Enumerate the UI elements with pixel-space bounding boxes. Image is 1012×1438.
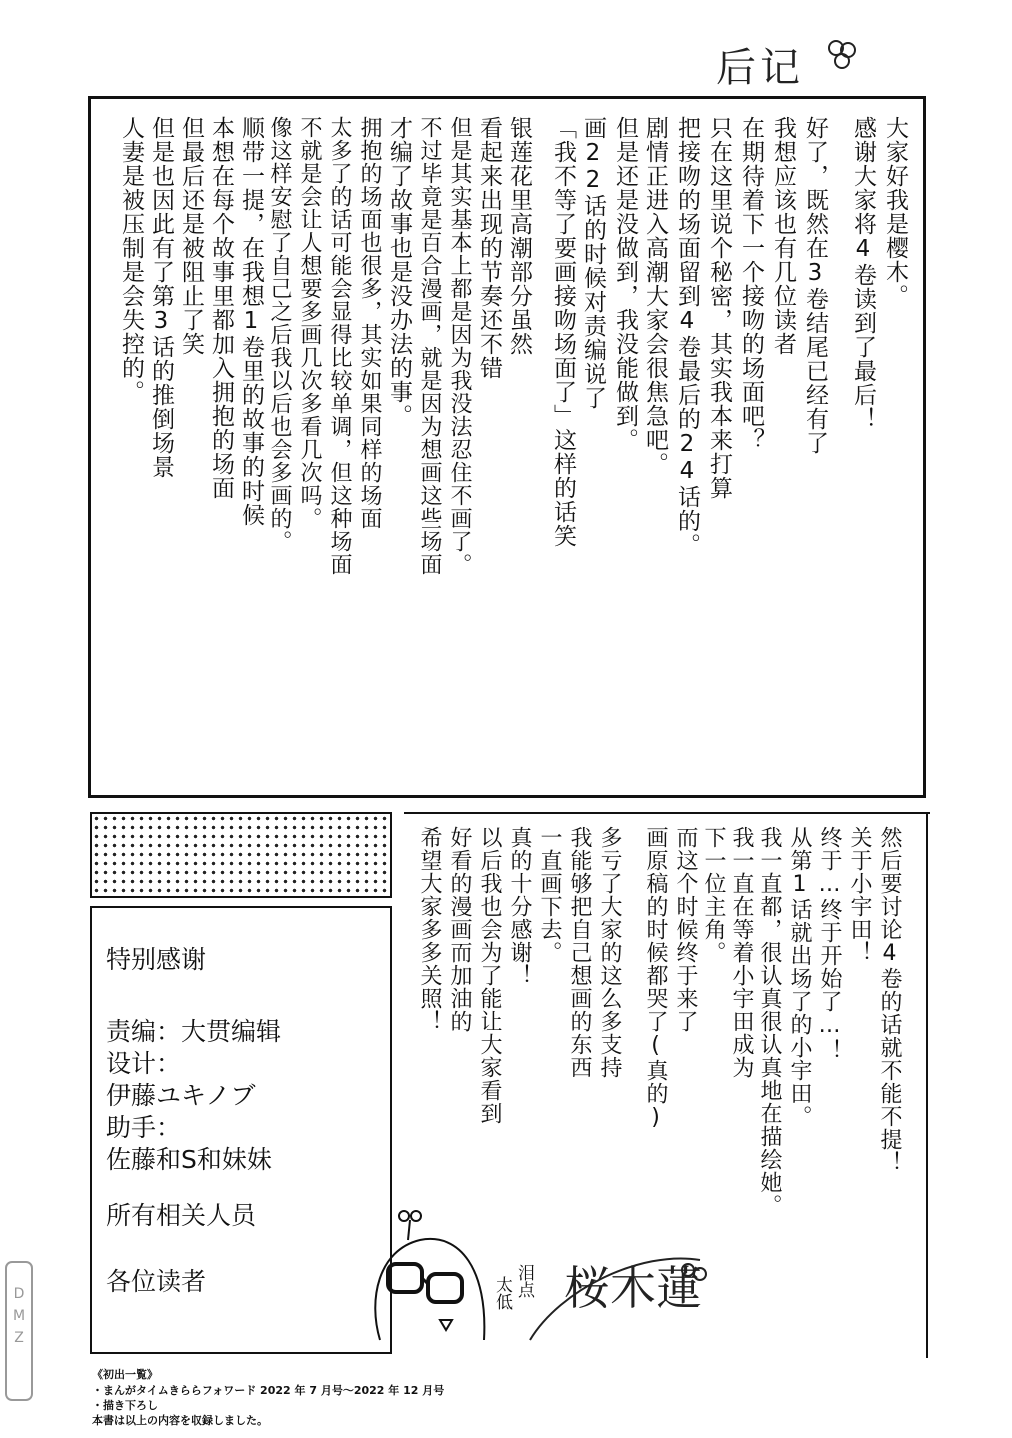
credits-heading: 特别感谢 — [106, 945, 207, 974]
credit-line: 责编：大贯编辑 — [106, 1017, 282, 1046]
credit-line: 伊藤ユキノブ — [106, 1081, 256, 1110]
text-column: 在期待着下一个接吻的场面吧？ — [738, 116, 764, 452]
publication-line: ・まんがタイムきららフォワード 2022 年 7 月号〜2022 年 12 月号 — [92, 1384, 445, 1397]
dotted-screentone-panel — [90, 812, 392, 898]
sketch-note: 太低 — [492, 1276, 512, 1310]
text-column: 然后要讨论4卷的话就不能不提！ — [877, 826, 902, 1174]
text-column: 希望大家多多关照！ — [417, 826, 442, 1033]
text-column: 但是还是没做到，我没能做到。 — [612, 116, 638, 452]
text-column: 才编了故事也是没办法的事。 — [386, 116, 412, 428]
signature-swirl-icon — [520, 1230, 720, 1350]
text-column: 把接吻的场面留到4卷最后的24话的。 — [674, 116, 700, 557]
svg-text:M: M — [12, 1308, 26, 1324]
flower-doodle-icon — [826, 38, 860, 72]
text-column: 人妻是被压制是会失控的。 — [118, 116, 144, 404]
text-column: 以后我也会为了能让大家看到 — [477, 826, 502, 1125]
credit-line: 佐藤和S和妹妹 — [106, 1145, 272, 1174]
sketch-note: 泪点 — [514, 1264, 534, 1298]
text-column: 画原稿的时候都哭了(真的) — [643, 826, 668, 1131]
lower-panel-right-border — [926, 812, 928, 1358]
text-column: 剧情正进入高潮大家会很焦急吧。 — [642, 116, 668, 476]
text-column: 我想应该也有几位读者 — [770, 116, 796, 356]
text-column: 真的十分感谢！ — [507, 826, 532, 987]
text-column: 我一直都，很认真很认真地在描绘她。 — [757, 826, 782, 1217]
text-column: 画22话的时候对责编说了 — [580, 116, 606, 410]
text-column: 但是也因此有了第3话的推倒场景 — [148, 116, 174, 479]
text-column: 大家好我是樱木。 — [882, 116, 908, 308]
text-column: 像这样安慰了自己之后我以后也会多画的。 — [267, 116, 292, 553]
publication-line: ・描き下ろし — [92, 1399, 158, 1412]
credit-line: 设计： — [106, 1049, 182, 1078]
text-column: 一直画下去。 — [537, 826, 562, 964]
text-column: 本想在每个故事里都加入拥抱的场面 — [208, 116, 234, 500]
credit-line: 助手： — [106, 1113, 182, 1142]
text-column: 感谢大家将4卷读到了最后！ — [850, 116, 876, 431]
text-column: 太多了的话可能会显得比较单调，但这种场面 — [327, 116, 352, 576]
text-column: 顺带一提，在我想1卷里的故事的时候 — [238, 116, 264, 527]
text-column: 「我不等了要画接吻场面了」这样的话笑 — [550, 116, 576, 548]
text-column: 好看的漫画而加油的 — [447, 826, 472, 1033]
text-column: 看起来出现的节奏还不错 — [476, 116, 502, 380]
text-column: 但是其实基本上都是因为我没法忍住不画了。 — [447, 116, 472, 576]
text-column: 下一位主角。 — [701, 826, 726, 964]
text-column: 不过毕竟是百合漫画，就是因为想画这些场面 — [417, 116, 442, 576]
text-column: 只在这里说个秘密，其实我本来打算 — [706, 116, 732, 500]
text-column: 多亏了大家的这么多支持 — [597, 826, 622, 1079]
site-watermark-icon — [2, 1258, 36, 1404]
text-column: 终于…终于开始了…！ — [817, 826, 842, 1062]
text-column: 不就是会让人想要多画几次多看几次吗。 — [297, 116, 322, 530]
lower-panel-top-border — [404, 812, 930, 814]
publication-heading: 《初出一覧》 — [92, 1368, 158, 1381]
publication-line: 本書は以上の内容を収録しました。 — [92, 1414, 268, 1427]
text-column: 银莲花里高潮部分虽然 — [506, 116, 532, 356]
credit-line: 各位读者 — [106, 1267, 207, 1296]
text-column: 我能够把自己想画的东西 — [567, 826, 592, 1079]
text-column: 而这个时候终于来了 — [673, 826, 698, 1033]
text-column: 我一直在等着小宇田成为 — [729, 826, 754, 1079]
svg-text:Z: Z — [14, 1330, 24, 1346]
text-column: 从第1话就出场了的小宇田。 — [787, 826, 812, 1128]
page-title: 后记 — [716, 45, 804, 91]
credit-line: 所有相关人员 — [106, 1201, 257, 1230]
character-doodle-icon — [360, 1200, 500, 1350]
text-column: 拥抱的场面也很多，其实如果同样的场面 — [357, 116, 382, 530]
text-column: 好了，既然在3卷结尾已经有了 — [802, 116, 828, 455]
text-column: 但最后还是被阻止了笑 — [178, 116, 204, 356]
svg-text:D: D — [13, 1286, 25, 1302]
text-column: 关于小宇田！ — [847, 826, 872, 964]
author-signature: 桜木蓮 — [564, 1261, 702, 1315]
